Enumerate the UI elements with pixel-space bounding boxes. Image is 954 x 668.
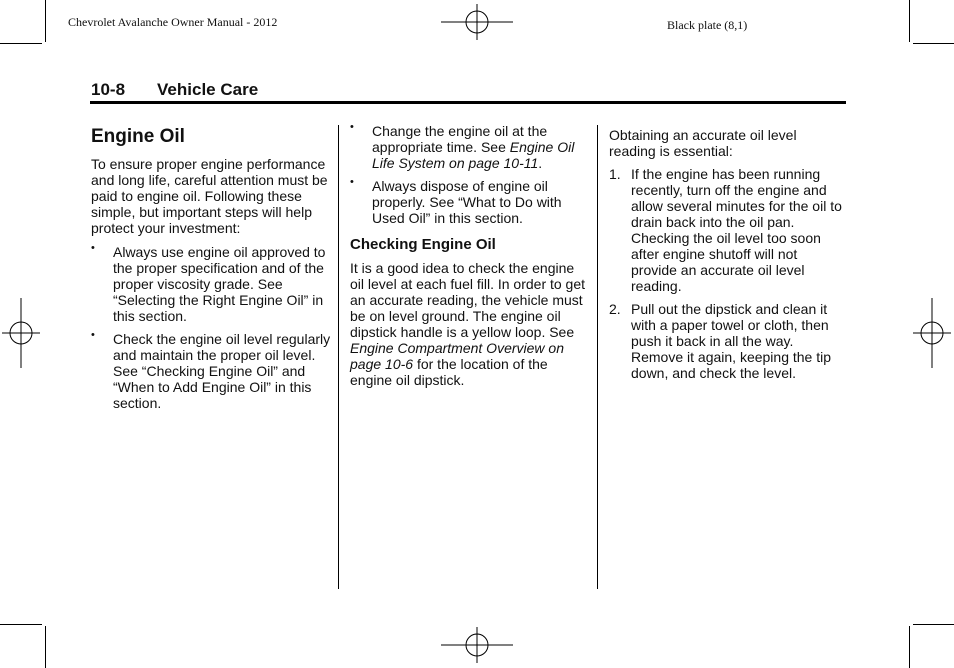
oil-care-bullets <box>350 123 588 226</box>
step-text: Pull out the dipstick and clean it with a paper towel or cloth, then push it back in all the way. Remove it again, keeping the tip down, and check the level. <box>631 301 832 381</box>
accurate-reading-intro: Obtaining an accurate oil level reading is essential: <box>609 127 797 159</box>
engine-oil-intro: To ensure proper engine performance and long life, careful attention must be paid to engine oil. Following these simple, but important steps will help protect your investment: <box>91 156 328 236</box>
crop-mark-top-left-h <box>0 43 42 44</box>
list-item <box>609 166 847 294</box>
bullet-text: Check the engine oil level regularly and maintain the proper oil level. See “Checking Engine Oil” and “When to Add Engine Oil” in this section. <box>113 331 331 411</box>
crop-mark-top-right-h <box>913 43 954 44</box>
list-item <box>609 301 847 381</box>
column-divider-1 <box>338 125 339 589</box>
checking-engine-oil-heading: Checking Engine Oil <box>350 236 496 253</box>
section-number: 10-8 <box>91 80 126 99</box>
manual-title: Chevrolet Avalanche Owner Manual - 2012 <box>68 15 278 29</box>
crop-mark-bottom-right-v <box>909 626 910 668</box>
bullet-text-end: . <box>538 155 543 171</box>
step-text: If the engine has been running recently, turn off the engine and allow several minutes for the oil to drain back into the oil pan. Checking the oil level too soon after engine shutoff will not provide an accurate oil level reading. <box>631 166 842 294</box>
registration-mark-top <box>441 4 513 40</box>
crop-mark-top-left-v <box>45 0 46 42</box>
column-1 <box>91 126 331 418</box>
bullet-icon: • <box>350 121 354 133</box>
crop-mark-bottom-left-v <box>45 626 46 668</box>
registration-mark-bottom <box>441 627 513 663</box>
column-3 <box>609 127 847 388</box>
list-item <box>350 178 588 226</box>
list-item <box>91 244 331 324</box>
column-divider-2 <box>597 125 598 589</box>
engine-oil-bullets <box>91 244 331 411</box>
bullet-icon: • <box>350 176 354 188</box>
registration-mark-right <box>913 298 951 368</box>
oil-check-steps <box>609 166 847 381</box>
bullet-icon: • <box>91 329 95 341</box>
section-rule <box>90 101 846 104</box>
plate-label: Black plate (8,1) <box>667 18 748 32</box>
step-number: 2. <box>609 301 621 317</box>
column-2 <box>350 123 588 396</box>
section-title: Vehicle Care <box>157 80 259 99</box>
list-item <box>350 123 588 171</box>
bullet-icon: • <box>91 242 95 254</box>
registration-mark-left <box>2 298 40 368</box>
bullet-text: Always use engine oil approved to the proper specification and of the proper viscosity grade. See “Selecting the Right Engine Oil” in this section. <box>113 244 326 324</box>
paragraph-text-end: for the location of the engine oil dipstick. <box>350 356 548 388</box>
engine-oil-heading: Engine Oil <box>91 126 185 147</box>
crop-mark-bottom-right-h <box>913 624 954 625</box>
bullet-text: Always dispose of engine oil properly. See “What to Do with Used Oil” in this section. <box>372 178 562 226</box>
step-number: 1. <box>609 166 621 182</box>
checking-engine-oil-paragraph <box>350 260 588 388</box>
crop-mark-top-right-v <box>909 0 910 42</box>
crop-mark-bottom-left-h <box>0 624 42 625</box>
list-item <box>91 331 331 411</box>
cross-reference-link[interactable]: Engine Oil Life System on page 10-11 <box>372 139 575 171</box>
paragraph-text: It is a good idea to check the engine oil level at each fuel fill. In order to get an accurate reading, the vehicle must be on level ground. The engine oil dipstick handle is a yellow loop. See <box>350 260 586 340</box>
bullet-text: Change the engine oil at the appropriate time. See <box>372 123 548 155</box>
cross-reference-link[interactable]: Engine Compartment Overview on page 10-6 <box>350 340 564 372</box>
section-heading <box>91 80 258 100</box>
